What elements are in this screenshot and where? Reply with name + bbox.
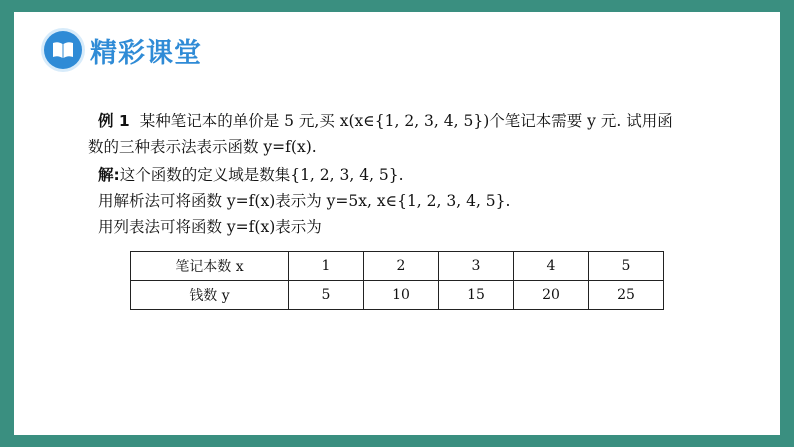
problem-line-2 [88,134,768,160]
section-title: 精彩课堂 [90,37,202,69]
solution-text-2: 用解析法可将函数 y=f(x)表示为 y=5x, x∈{1, 2, 3, 4, 5}. [98,192,511,210]
slide [14,12,780,435]
example-label: 例 1 [98,112,130,130]
table-row [131,252,664,281]
section-header [44,30,202,70]
table-cell: 5 [589,252,664,281]
table-row [131,281,664,310]
problem-text-2: 数的三种表示法表示函数 y=f(x). [88,138,317,156]
solution-text-3: 用列表法可将函数 y=f(x)表示为 [98,218,322,236]
table-row-header: 笔记本数 x [131,252,289,281]
book-icon [44,31,82,69]
solution-text-1: 这个函数的定义域是数集{1, 2, 3, 4, 5}. [119,166,404,184]
table-cell: 15 [439,281,514,310]
problem-text-1: 某种笔记本的单价是 5 元,买 x(x∈{1, 2, 3, 4, 5})个笔记本需要 y 元. 试用函 [139,112,673,130]
solution-line-3 [88,214,768,240]
table-row-header: 钱数 y [131,281,289,310]
table-cell: 5 [289,281,364,310]
table-cell: 20 [514,281,589,310]
solution-line-1 [88,162,768,188]
solution-line-2 [88,188,768,214]
table-cell: 1 [289,252,364,281]
function-table [130,251,664,310]
table-cell: 4 [514,252,589,281]
table-cell: 10 [364,281,439,310]
table-cell: 25 [589,281,664,310]
table-cell: 2 [364,252,439,281]
solution-label: 解: [98,166,120,184]
content-body [88,108,768,240]
problem-line-1 [88,108,768,134]
table-cell: 3 [439,252,514,281]
